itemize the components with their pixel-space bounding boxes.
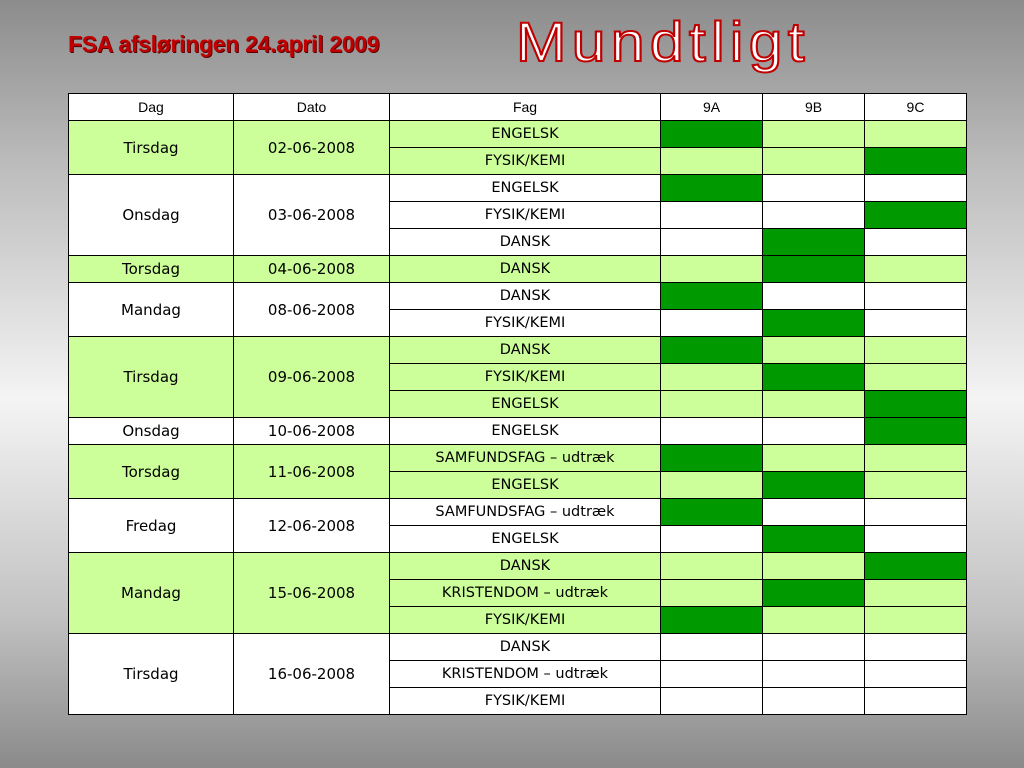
class-9b-cell <box>763 202 865 229</box>
class-9c-cell <box>865 526 967 553</box>
class-9b-cell <box>763 472 865 499</box>
subject-cell: FYSIK/KEMI <box>390 364 661 391</box>
subject-cell: KRISTENDOM – udtræk <box>390 661 661 688</box>
class-9b-cell <box>763 661 865 688</box>
class-9a-cell <box>661 445 763 472</box>
class-9c-cell <box>865 553 967 580</box>
subject-cell: FYSIK/KEMI <box>390 607 661 634</box>
class-9c-cell <box>865 499 967 526</box>
table-row <box>69 256 967 283</box>
header-dag: Dag <box>69 94 234 121</box>
subject-cell: ENGELSK <box>390 391 661 418</box>
date-cell: 10-06-2008 <box>234 418 390 445</box>
class-9c-cell <box>865 472 967 499</box>
class-9a-cell <box>661 580 763 607</box>
class-9a-cell <box>661 472 763 499</box>
subject-cell: FYSIK/KEMI <box>390 148 661 175</box>
header-dato: Dato <box>234 94 390 121</box>
class-9b-cell <box>763 283 865 310</box>
class-9a-cell <box>661 256 763 283</box>
class-9b-cell <box>763 391 865 418</box>
date-cell: 15-06-2008 <box>234 553 390 634</box>
class-9a-cell <box>661 634 763 661</box>
class-9a-cell <box>661 607 763 634</box>
table-row <box>69 283 967 310</box>
header-row <box>69 94 967 121</box>
header-9a: 9A <box>661 94 763 121</box>
class-9c-cell <box>865 148 967 175</box>
table-row <box>69 418 967 445</box>
subject-cell: FYSIK/KEMI <box>390 202 661 229</box>
class-9b-cell <box>763 445 865 472</box>
class-9b-cell <box>763 310 865 337</box>
class-9a-cell <box>661 229 763 256</box>
day-cell: Torsdag <box>69 445 234 499</box>
class-9a-cell <box>661 148 763 175</box>
class-9a-cell <box>661 391 763 418</box>
class-9a-cell <box>661 202 763 229</box>
class-9c-cell <box>865 283 967 310</box>
class-9b-cell <box>763 634 865 661</box>
exam-schedule-table <box>68 93 967 715</box>
class-9a-cell <box>661 364 763 391</box>
class-9b-cell <box>763 256 865 283</box>
header-9b: 9B <box>763 94 865 121</box>
class-9a-cell <box>661 688 763 715</box>
class-9c-cell <box>865 418 967 445</box>
date-cell: 11-06-2008 <box>234 445 390 499</box>
class-9b-cell <box>763 364 865 391</box>
day-cell: Onsdag <box>69 175 234 256</box>
class-9b-cell <box>763 337 865 364</box>
date-cell: 08-06-2008 <box>234 283 390 337</box>
subject-cell: KRISTENDOM – udtræk <box>390 580 661 607</box>
day-cell: Onsdag <box>69 418 234 445</box>
date-cell: 03-06-2008 <box>234 175 390 256</box>
day-cell: Tirsdag <box>69 634 234 715</box>
class-9c-cell <box>865 661 967 688</box>
table-row <box>69 337 967 364</box>
date-cell: 02-06-2008 <box>234 121 390 175</box>
class-9c-cell <box>865 634 967 661</box>
class-9b-cell <box>763 418 865 445</box>
table-row <box>69 121 967 148</box>
header-9c: 9C <box>865 94 967 121</box>
day-cell: Tirsdag <box>69 121 234 175</box>
class-9a-cell <box>661 499 763 526</box>
class-9b-cell <box>763 688 865 715</box>
class-9c-cell <box>865 175 967 202</box>
class-9b-cell <box>763 580 865 607</box>
class-9b-cell <box>763 175 865 202</box>
subject-cell: DANSK <box>390 553 661 580</box>
day-cell: Fredag <box>69 499 234 553</box>
subject-cell: ENGELSK <box>390 418 661 445</box>
day-cell: Tirsdag <box>69 337 234 418</box>
class-9b-cell <box>763 526 865 553</box>
class-9c-cell <box>865 580 967 607</box>
subject-cell: SAMFUNDSFAG – udtræk <box>390 445 661 472</box>
class-9c-cell <box>865 391 967 418</box>
date-cell: 09-06-2008 <box>234 337 390 418</box>
class-9c-cell <box>865 445 967 472</box>
subject-cell: DANSK <box>390 634 661 661</box>
class-9a-cell <box>661 526 763 553</box>
class-9a-cell <box>661 337 763 364</box>
table-row <box>69 445 967 472</box>
day-cell: Torsdag <box>69 256 234 283</box>
class-9c-cell <box>865 364 967 391</box>
class-9a-cell <box>661 418 763 445</box>
header-fag: Fag <box>390 94 661 121</box>
class-9c-cell <box>865 256 967 283</box>
date-cell: 16-06-2008 <box>234 634 390 715</box>
day-cell: Mandag <box>69 553 234 634</box>
class-9c-cell <box>865 310 967 337</box>
subject-cell: DANSK <box>390 256 661 283</box>
slide-heading: Mundtligt <box>516 10 811 73</box>
class-9a-cell <box>661 283 763 310</box>
slide-title: FSA afsløringen 24.april 2009 <box>68 31 380 57</box>
date-cell: 12-06-2008 <box>234 499 390 553</box>
subject-cell: ENGELSK <box>390 175 661 202</box>
schedule-body <box>69 121 967 715</box>
class-9b-cell <box>763 121 865 148</box>
class-9c-cell <box>865 202 967 229</box>
subject-cell: DANSK <box>390 229 661 256</box>
class-9a-cell <box>661 661 763 688</box>
class-9c-cell <box>865 607 967 634</box>
subject-cell: FYSIK/KEMI <box>390 310 661 337</box>
class-9b-cell <box>763 229 865 256</box>
subject-cell: ENGELSK <box>390 121 661 148</box>
class-9a-cell <box>661 310 763 337</box>
subject-cell: DANSK <box>390 337 661 364</box>
class-9a-cell <box>661 121 763 148</box>
class-9a-cell <box>661 175 763 202</box>
class-9b-cell <box>763 553 865 580</box>
day-cell: Mandag <box>69 283 234 337</box>
class-9b-cell <box>763 607 865 634</box>
table-row <box>69 634 967 661</box>
date-cell: 04-06-2008 <box>234 256 390 283</box>
class-9c-cell <box>865 121 967 148</box>
table-row <box>69 175 967 202</box>
subject-cell: DANSK <box>390 283 661 310</box>
class-9c-cell <box>865 229 967 256</box>
subject-cell: SAMFUNDSFAG – udtræk <box>390 499 661 526</box>
subject-cell: ENGELSK <box>390 472 661 499</box>
subject-cell: ENGELSK <box>390 526 661 553</box>
class-9c-cell <box>865 337 967 364</box>
class-9b-cell <box>763 499 865 526</box>
table-row <box>69 553 967 580</box>
class-9b-cell <box>763 148 865 175</box>
class-9a-cell <box>661 553 763 580</box>
class-9c-cell <box>865 688 967 715</box>
subject-cell: FYSIK/KEMI <box>390 688 661 715</box>
table-row <box>69 499 967 526</box>
